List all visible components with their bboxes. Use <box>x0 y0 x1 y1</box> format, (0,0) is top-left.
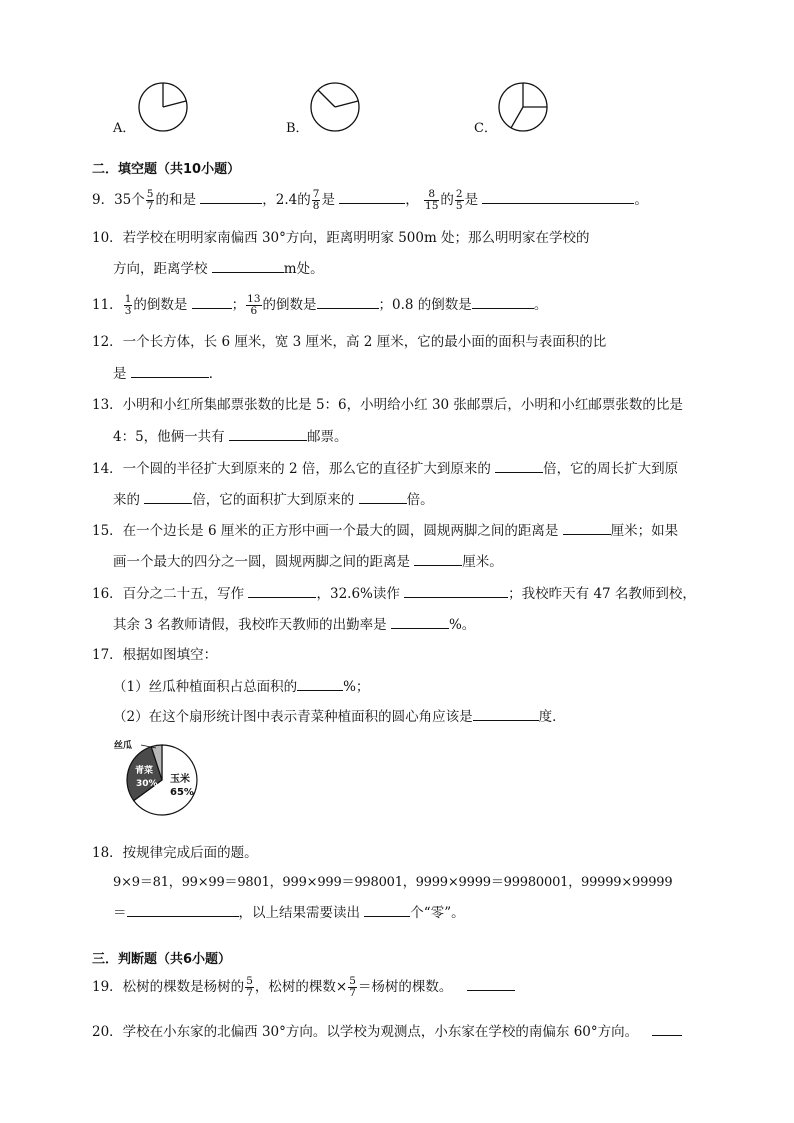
answer-blank[interactable] <box>563 520 611 535</box>
question-10-line-2 <box>113 258 324 279</box>
section-2-heading: 二．填空题（共10小题） <box>92 162 241 177</box>
q11-text: 11． <box>92 297 123 313</box>
answer-blank[interactable] <box>127 902 239 917</box>
answer-blank[interactable] <box>131 363 209 378</box>
pie-label-yumi: 玉米 <box>170 774 190 785</box>
answer-blank[interactable] <box>359 489 407 504</box>
fraction: $\frac{1}{3}$ <box>124 293 132 317</box>
fraction: $\frac{5}{7}$ <box>246 975 253 999</box>
fraction: $\frac{2}{5}$ <box>455 188 463 212</box>
answer-blank[interactable] <box>229 426 307 441</box>
q12-text: ． <box>208 366 223 382</box>
option-b-label: B． <box>286 121 309 136</box>
q9-text: 的 <box>440 192 454 208</box>
question-15-line-1 <box>92 520 678 541</box>
q17-text: 度． <box>538 709 566 725</box>
q9-text: ， <box>405 192 419 208</box>
question-12-line-2 <box>113 363 222 384</box>
answer-blank[interactable] <box>414 551 462 566</box>
answer-blank[interactable] <box>317 294 379 309</box>
question-18-intro: 18．按规律完成后面的题。 <box>92 845 258 861</box>
q9-text: 9．35个 <box>92 192 145 208</box>
q15-text: 15．在一个边长是 6 厘米的正方形中画一个最大的圆，圆规两脚之间的距离是 <box>92 523 559 539</box>
question-9 <box>92 189 648 212</box>
q14-text: 来的 <box>113 492 140 508</box>
fraction: $\frac{13}{6}$ <box>247 293 261 317</box>
answer-blank[interactable] <box>473 706 539 721</box>
fraction: $\frac{8}{15}$ <box>425 188 439 212</box>
q16-text: %。 <box>448 617 476 633</box>
question-13-line-2 <box>113 426 347 447</box>
answer-blank[interactable] <box>467 976 515 991</box>
q19-text: 19．松树的棵数是杨树的 <box>92 979 245 995</box>
question-16-line-2 <box>113 614 475 635</box>
answer-blank[interactable] <box>192 294 232 309</box>
q18-text: ，以上结果需要读出 <box>238 905 360 921</box>
q11-text: ；0.8 的倒数是 <box>378 297 472 313</box>
pie-label-qingcai-pct: 30% <box>136 779 158 789</box>
answer-blank[interactable] <box>495 458 543 473</box>
question-20 <box>92 1021 682 1042</box>
question-17-sub-1 <box>113 676 369 697</box>
question-11 <box>92 294 547 317</box>
q14-text: 14．一个圆的半径扩大到原来的 2 倍，那么它的直径扩大到原来的 <box>92 461 491 477</box>
q9-text: 的和是 <box>155 192 196 208</box>
question-14-line-1 <box>92 458 678 479</box>
question-16-line-1 <box>92 583 696 604</box>
q16-text: ；我校昨天有 47 名教师到校， <box>508 586 696 602</box>
question-17-sub-2 <box>113 706 566 727</box>
q9-text: 是 <box>321 192 335 208</box>
q9-text: 。 <box>634 192 648 208</box>
section-3-heading: 三．判断题（共6小题） <box>92 952 232 967</box>
question-13-line-1: 13．小明和小红所集邮票张数的比是 5：6，小明给小红 30 张邮票后，小明和小红邮票张数的比是 <box>92 397 683 413</box>
answer-blank[interactable] <box>297 676 343 691</box>
answer-blank[interactable] <box>391 614 449 629</box>
q19-text: ，松树的棵数× <box>254 979 348 995</box>
q16-text: 其余 3 名教师请假，我校昨天教师的出勤率是 <box>113 617 387 633</box>
q19-text: ＝杨树的棵数。 <box>357 979 453 995</box>
q10-text: m处。 <box>283 261 324 277</box>
q15-text: 厘米。 <box>462 554 503 570</box>
question-10-line-1: 10．若学校在明明家南偏西 30°方向，距离明明家 500m 处；那么明明家在学校的 <box>92 230 590 246</box>
pie-label-yumi-pct: 65% <box>170 787 194 798</box>
q13-text: 4：5，他俩一共有 <box>113 429 225 445</box>
question-12-line-1: 12．一个长方体，长 6 厘米，宽 3 厘米，高 2 厘米，它的最小面的面积与表面积的比 <box>92 334 607 350</box>
fraction: $\frac{5}{7}$ <box>349 975 356 999</box>
q18-text: 个“零”。 <box>410 905 465 921</box>
q20-text: 20．学校在小东家的北偏西 30°方向。以学校为观测点，小东家在学校的南偏东 60°方向。 <box>92 1024 639 1040</box>
q15-text: 厘米；如果 <box>610 523 679 539</box>
q16-text: ，32.6%读作 <box>316 586 400 602</box>
q11-text: 。 <box>533 297 548 313</box>
option-a-label: A． <box>113 121 136 136</box>
answer-blank[interactable] <box>652 1021 682 1036</box>
answer-blank[interactable] <box>364 902 410 917</box>
q17-text: %； <box>343 679 370 695</box>
q12-text: 是 <box>113 366 127 382</box>
option-c-label: C． <box>474 121 497 136</box>
q13-text: 邮票。 <box>306 429 348 445</box>
q11-text: 的倒数是 <box>133 297 188 313</box>
pie-label-qingcai: 青菜 <box>135 766 154 776</box>
question-18-line-2: 9×9＝81，99×99＝9801，999×999＝998001，9999×9999＝99980001，99999×99999 <box>113 875 673 890</box>
pie-label-sigua: 丝瓜 <box>114 741 133 751</box>
q17-text: （1）丝瓜种植面积占总面积的 <box>113 679 298 695</box>
q17-text: （2）在这个扇形统计图中表示青菜种植面积的圆心角应该是 <box>113 709 473 725</box>
q14-text: 倍，它的面积扩大到原来的 <box>192 492 355 508</box>
question-14-line-2 <box>113 489 434 510</box>
answer-blank[interactable] <box>248 583 316 598</box>
q18-text: ＝ <box>113 905 127 921</box>
option-a-circle-figure <box>137 81 189 133</box>
q15-text: 画一个最大的四分之一圆，圆规两脚之间的距离是 <box>113 554 410 570</box>
q11-text: 的倒数是 <box>262 297 317 313</box>
option-c-circle-figure <box>497 81 549 133</box>
q16-text: 16．百分之二十五，写作 <box>92 586 245 602</box>
answer-blank[interactable] <box>404 583 508 598</box>
answer-blank[interactable] <box>200 189 262 204</box>
question-15-line-2 <box>113 551 503 572</box>
q14-text: 倍，它的周长扩大到原 <box>543 461 679 477</box>
answer-blank[interactable] <box>212 258 284 273</box>
answer-blank[interactable] <box>472 294 534 309</box>
answer-blank[interactable] <box>144 489 192 504</box>
q9-text: 是 <box>464 192 479 208</box>
fraction: $\frac{5}{7}$ <box>146 188 154 212</box>
answer-blank[interactable] <box>482 189 634 204</box>
question-18-line-3 <box>113 902 465 923</box>
question-17-intro: 17．根据如图填空： <box>92 647 218 663</box>
fraction: $\frac{7}{8}$ <box>312 188 320 212</box>
q14-text: 倍。 <box>406 492 434 508</box>
option-b-circle-figure <box>309 81 361 133</box>
question-19 <box>92 976 515 999</box>
answer-blank[interactable] <box>339 189 405 204</box>
q10-text: 方向，距离学校 <box>113 261 208 277</box>
q17-pie-chart <box>112 736 204 816</box>
q11-text: ； <box>231 297 246 313</box>
q9-text: ，2.4的 <box>262 192 311 208</box>
